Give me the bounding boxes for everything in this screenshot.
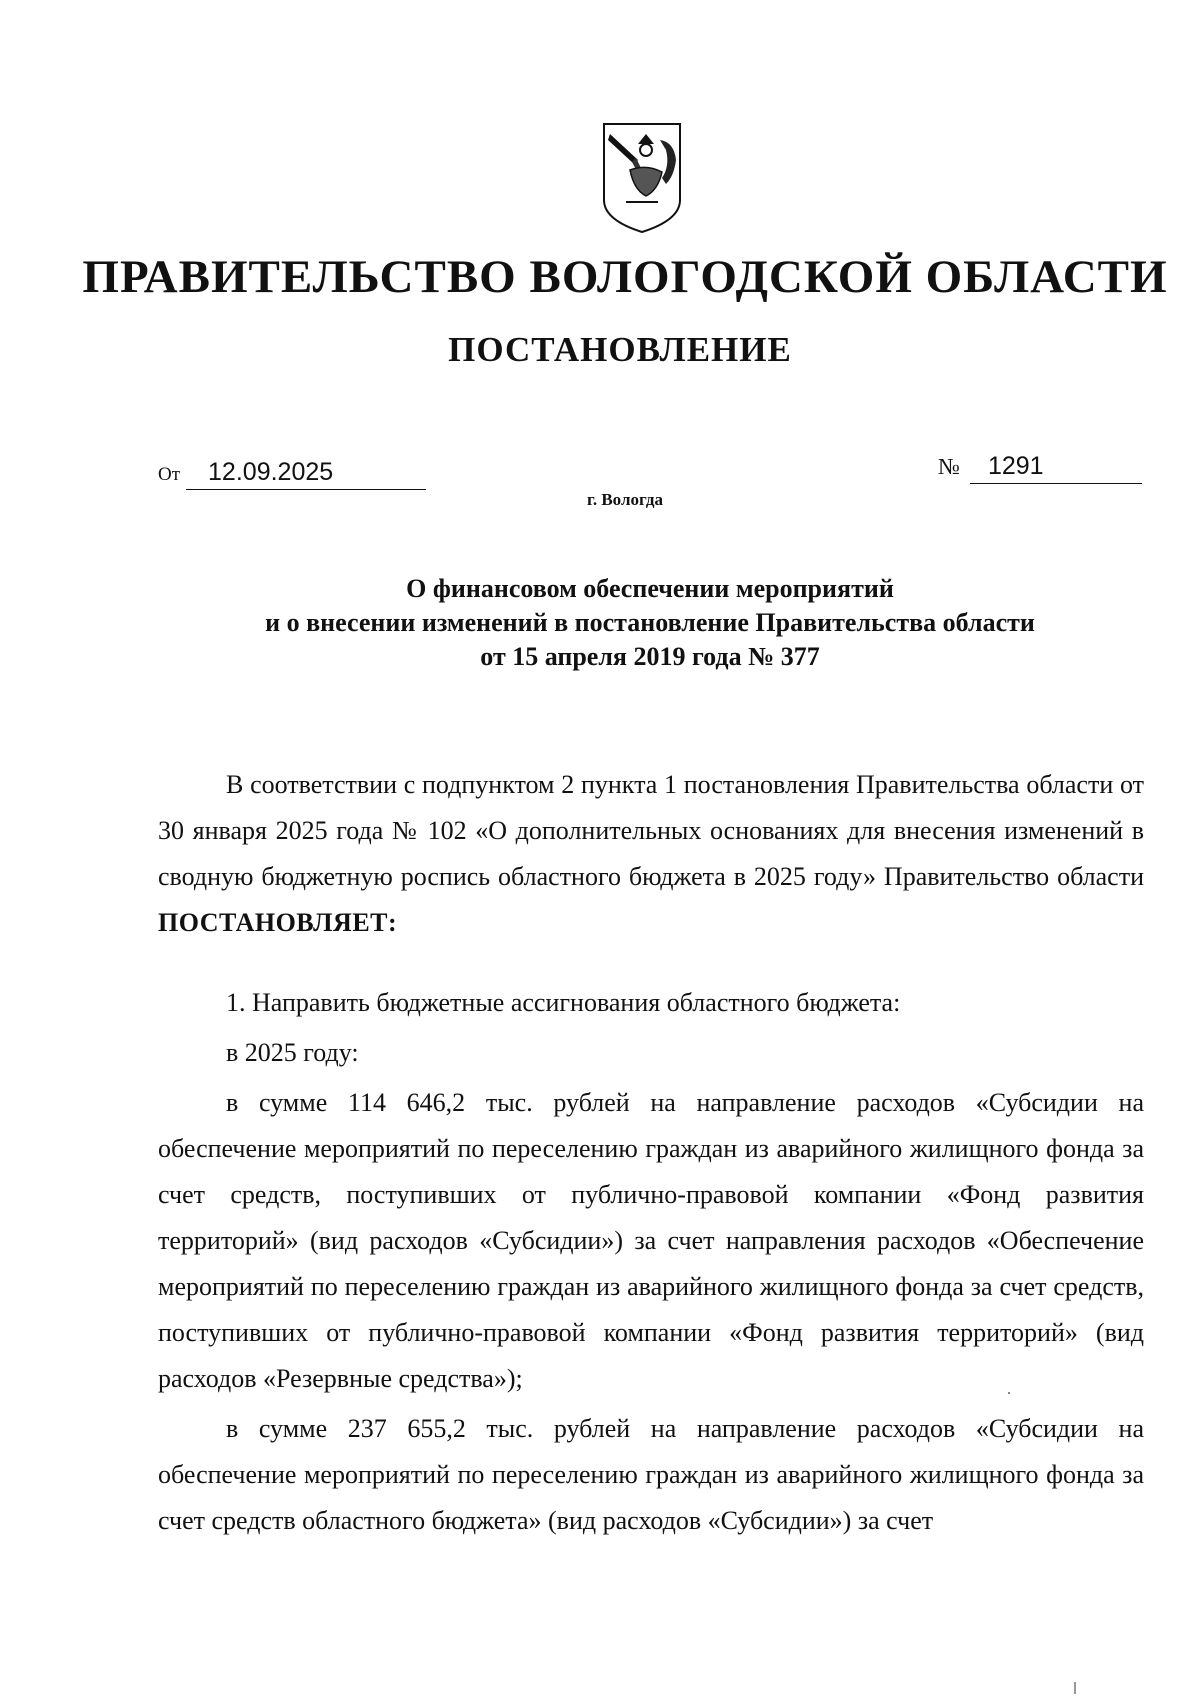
preamble-paragraph (158, 762, 1144, 946)
government-title: ПРАВИТЕЛЬСТВО ВОЛОГОДСКОЙ ОБЛАСТИ (82, 251, 1168, 303)
date-row (158, 458, 426, 490)
amount-paragraph-a: в сумме 114 646,2 тыс. рублей на направление расходов «Субсидии на обеспечение мероприятий по переселению граждан из аварийного жилищного фонда за счет средств, поступивших от публично-правовой компании «Фонд развития территорий» (вид расходов «Субсидии») за счет направления расходов «Обеспечение мероприятий по переселению граждан из аварийного жилищного фонда за счет средств, поступивших от публично-правовой компании «Фонд развития территорий» (вид расходов «Резервные средства»); (158, 1088, 1144, 1393)
preamble-text: В соответствии с подпунктом 2 пункта 1 постановления Правительства области от 30 января 2025 года № 102 «О дополнительных основаниях для внесения изменений в сводную бюджетную роспись областного бюджета в 2025 году» Правительство области (158, 770, 1144, 891)
subject-line-2: и о внесении изменений в постановление Правительства области (265, 608, 1035, 637)
decree-word: ПОСТАНОВЛЯЕТ (158, 908, 388, 937)
date-label: От (158, 464, 181, 485)
amount-paragraph-b: в сумме 237 655,2 тыс. рублей на направление расходов «Субсидии на обеспечение мероприятий по переселению граждан из аварийного жилищного фонда за счет средств областного бюджета» (вид расходов «Субсидии») за счет (158, 1414, 1144, 1535)
decree-colon: : (388, 908, 398, 937)
year-paragraph: в 2025 году: (226, 1038, 359, 1067)
vologda-coat-of-arms-icon (600, 120, 684, 234)
city-label: г. Вологда (587, 490, 663, 509)
document-kind-title: ПОСТАНОВЛЕНИЕ (448, 330, 792, 369)
number-value: 1291 (970, 452, 1142, 484)
subject-line-3: от 15 апреля 2019 года № 377 (480, 642, 820, 671)
item-1-paragraph: 1. Направить бюджетные ассигнования областного бюджета: (226, 988, 901, 1017)
number-label: № (938, 454, 960, 479)
number-row (938, 452, 1142, 484)
scan-speck (1008, 1392, 1010, 1394)
date-value: 12.09.2025 (186, 458, 426, 490)
scan-artifact (1074, 1682, 1076, 1694)
document-subject (100, 572, 1200, 674)
subject-line-1: О финансовом обеспечении мероприятий (406, 574, 894, 603)
document-body (158, 762, 1144, 1544)
